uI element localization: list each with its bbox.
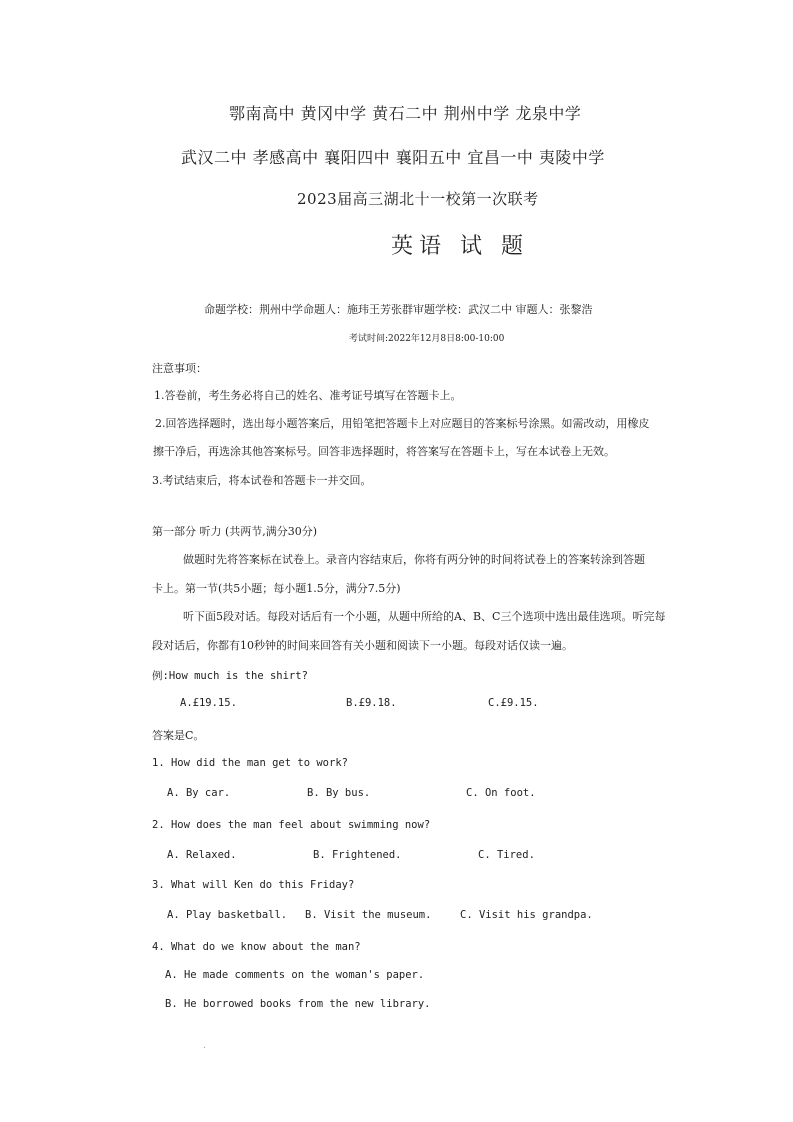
question-2-option-a: A. Relaxed. — [167, 849, 237, 861]
question-1-option-c: C. On foot. — [466, 787, 536, 799]
question-4-option-b: B. He borrowed books from the new library. — [165, 998, 431, 1010]
example-option-b: B.£9.18. — [346, 697, 397, 709]
notice-item-1: 1.答卷前，考生务必将自己的姓名、准考证号填写在答题卡上。 — [154, 389, 462, 402]
part1-intro-line-2: 卡上。第一节(共5小题；每小题1.5分，满分7.5分) — [152, 582, 401, 595]
example-question: 例:How much is the shirt? — [152, 670, 308, 682]
question-1-option-a: A. By car. — [167, 787, 231, 799]
question-4-option-a: A. He made comments on the woman's paper. — [165, 969, 425, 981]
question-3-option-b: B. Visit the museum. — [305, 909, 432, 921]
notice-heading: 注意事项： — [152, 362, 207, 375]
schools-line-2: 武汉二中 孝感高中 襄阳四中 襄阳五中 宜昌一中 夷陵中学 — [181, 148, 605, 167]
footer-mark: . — [203, 1041, 206, 1051]
subject-title: 英语 试 题 — [391, 234, 529, 259]
exam-name: 2023届高三湖北十一校第一次联考 — [297, 190, 539, 208]
authors-line: 命题学校：荆州中学命题人：施玮王芳张群审题学校：武汉二中 审题人：张黎浩 — [204, 303, 593, 316]
question-3-option-c: C. Visit his grandpa. — [460, 909, 593, 921]
question-1-stem: 1. How did the man get to work? — [152, 757, 348, 769]
question-4-stem: 4. What do we know about the man? — [152, 941, 361, 953]
example-answer: 答案是C。 — [152, 729, 205, 742]
question-2-option-c: C. Tired. — [478, 849, 535, 861]
notice-item-3: 3.考试结束后，将本试卷和答题卡一并交回。 — [152, 474, 372, 487]
notice-item-2-line-1: 2.回答选择题时，选出每小题答案后，用铅笔把答题卡上对应题目的答案标号涂黑。如需改动，用橡皮 — [155, 417, 650, 430]
question-2-stem: 2. How does the man feel about swimming now? — [152, 819, 431, 831]
question-3-option-a: A. Play basketball. — [167, 909, 288, 921]
notice-item-2-line-2: 擦干净后，再选涂其他答案标号。回答非选择题时，将答案写在答题卡上，写在本试卷上无效。 — [153, 445, 615, 458]
exam-time: 考试时间:2022年12月8日8:00-10:00 — [349, 334, 505, 344]
question-3-stem: 3. What will Ken do this Friday? — [152, 879, 355, 891]
part1-intro-line-1: 做题时先将答案标在试卷上。录音内容结束后，你将有两分钟的时间将试卷上的答案转涂到答题 — [183, 553, 645, 566]
example-option-a: A.£19.15. — [180, 697, 237, 709]
part1-instruction-line-1: 听下面5段对话。每段对话后有一个小题，从题中所给的A、B、C三个选项中选出最佳选项。听完每 — [183, 610, 666, 623]
question-2-option-b: B. Frightened. — [313, 849, 402, 861]
schools-line-1: 鄂南高中 黄冈中学 黄石二中 荆州中学 龙泉中学 — [229, 104, 582, 123]
example-option-c: C.£9.15. — [488, 697, 539, 709]
part1-title: 第一部分 听力 (共两节,满分30分) — [152, 525, 318, 538]
question-1-option-b: B. By bus. — [307, 787, 371, 799]
part1-instruction-line-2: 段对话后，你都有10秒钟的时间来回答有关小题和阅读下一小题。每段对话仅读一遍。 — [152, 639, 573, 652]
